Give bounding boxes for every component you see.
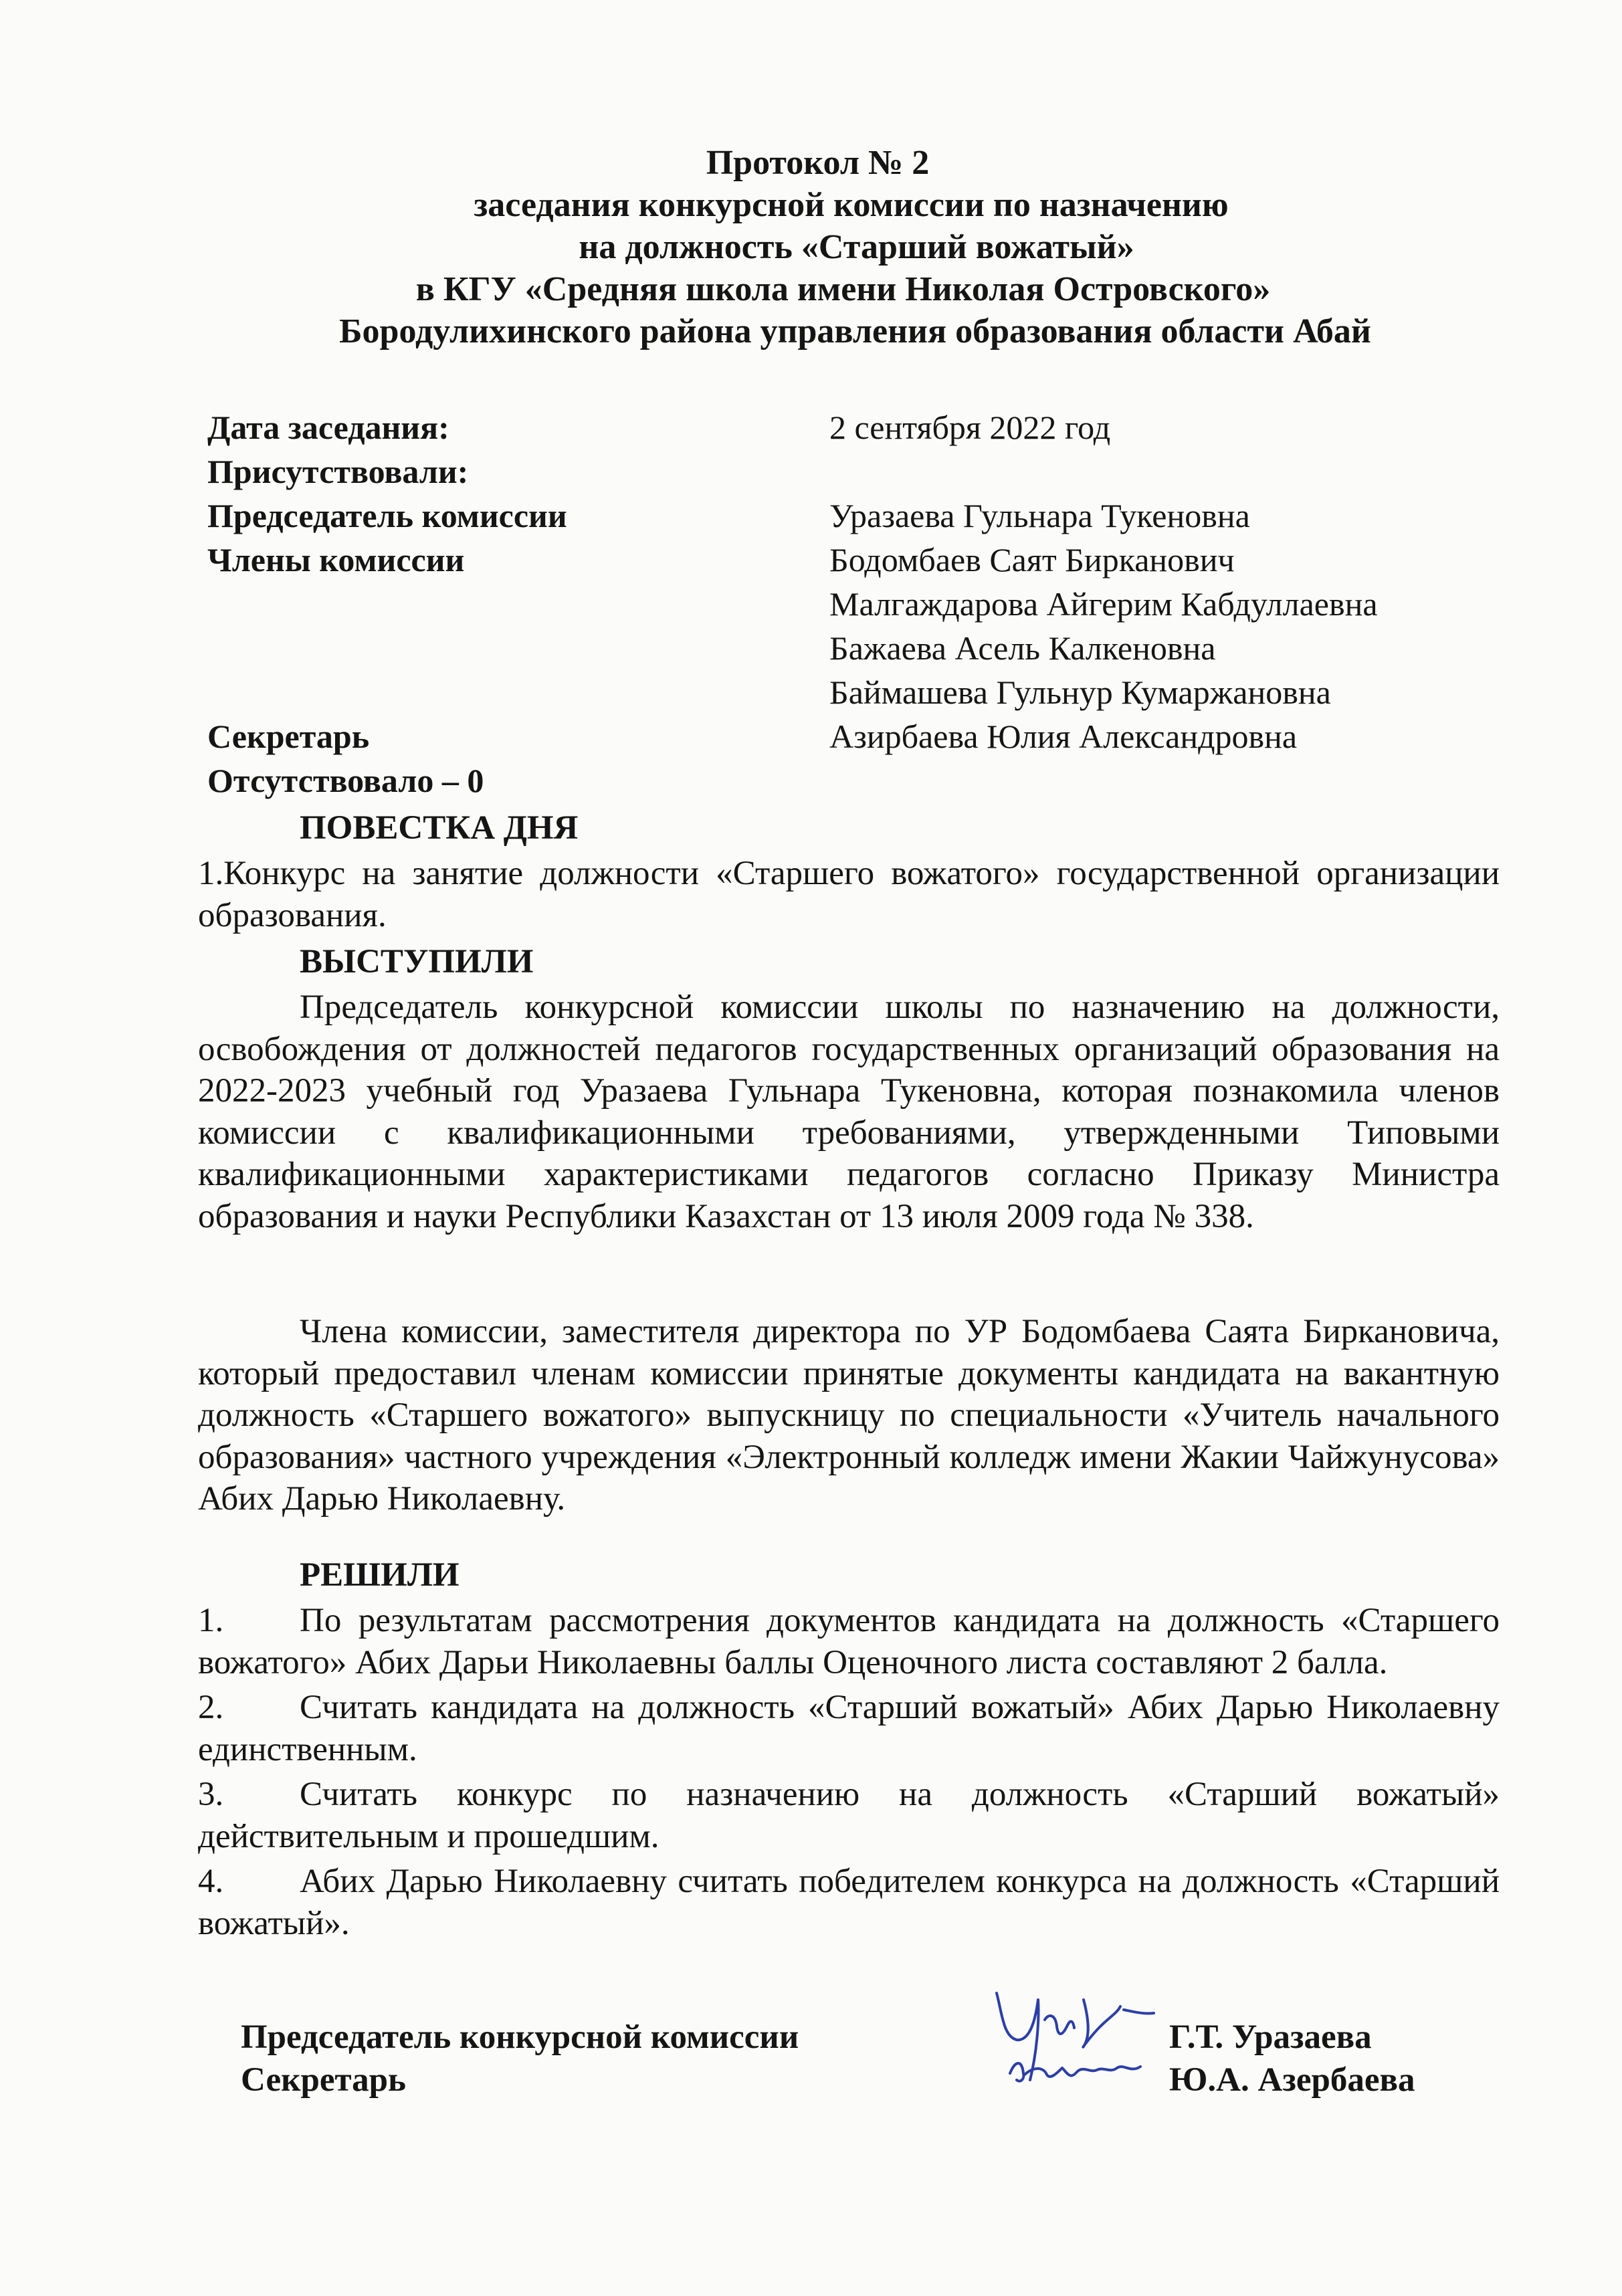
date-value: 2 сентября 2022 год	[829, 409, 1111, 446]
decision-item: 3. Считать конкурс по назначению на должность «Старший вожатый» действительным и прошедшим.	[198, 1776, 1500, 1855]
decision-item: 2. Считать кандидата на должность «Старший вожатый» Абих Дарью Николаевну единственным.	[198, 1689, 1500, 1768]
signature-names	[1169, 2016, 1415, 2101]
title-line-4: в КГУ «Средняя школа имени Николая Островского»	[415, 270, 1271, 308]
decision-item: 1. По результатам рассмотрения документов кандидата на должность «Старшего вожатого» Абих Дарьи Николаевны баллы Оценочного листа составляют 2 балла.	[198, 1602, 1500, 1681]
chair-name: Уразаева Гульнара Тукеновна	[829, 497, 1250, 534]
agenda-text	[198, 853, 1500, 936]
speaker-text-1: Председатель конкурсной комиссии школы по назначению на должности, освобождения от должностей педагогов государственных организаций образования на 2022-2023 учебный год Уразаева Гульнара Тукеновна, которая познакомила членов комиссии с квалификационными требованиями, утвержденными Типовыми квалификационными характеристиками педагогов согласно Приказу Министра образования и науки Республики Казахстан от 13 июля 2009 года № 338.	[198, 988, 1500, 1235]
secretary-signature-name: Ю.А. Азербаева	[1169, 2061, 1415, 2099]
title-line-2: заседания конкурсной комиссии по назначению	[474, 186, 1229, 224]
present-label: Присутствовали:	[207, 453, 469, 490]
speakers-heading: ВЫСТУПИЛИ	[300, 943, 534, 980]
title-line-5: Бородулихинского района управления образования области Абай	[339, 312, 1371, 350]
decision-item: 4. Абих Дарью Николаевну считать победителем конкурса на должность «Старший вожатый».	[198, 1863, 1500, 1942]
agenda-item: 1.Конкурс на занятие должности «Старшего вожатого» государственной организации образования.	[198, 855, 1500, 934]
speaker-paragraph-1	[198, 986, 1500, 1237]
decisions-list	[198, 1600, 1500, 1948]
meta-labels	[207, 405, 567, 803]
absent-label: Отсутствовало – 0	[207, 762, 484, 799]
agenda-heading: ПОВЕСТКА ДНЯ	[300, 809, 579, 847]
chair-label: Председатель комиссии	[207, 497, 567, 534]
speaker-text-2: Члена комиссии, заместителя директора по УР Бодомбаева Саята Биркановича, который предоставил членам комиссии принятые документы кандидата на вакантную должность «Старшего вожатого» выпускницу по специальности «Учитель начального образования» частного учреждения «Электронный колледж имени Жакии Чайжунусова» Абих Дарью Николаевну.	[198, 1313, 1500, 1518]
secretary-signature-label: Секретарь	[241, 2061, 406, 2099]
member-name: Бодомбаев Саят Бирканович	[829, 541, 1235, 579]
secretary-name: Азирбаева Юлия Александровна	[829, 718, 1298, 755]
document-title	[0, 142, 1622, 352]
decisions-heading: РЕШИЛИ	[300, 1556, 460, 1594]
meta-values	[829, 405, 1378, 758]
chair-signature-name: Г.Т. Уразаева	[1169, 2018, 1372, 2056]
title-line-1: Протокол № 2	[706, 144, 930, 182]
signature-labels	[241, 2016, 799, 2101]
speaker-paragraph-2	[198, 1311, 1500, 1520]
members-label: Члены комиссии	[207, 541, 465, 579]
member-name: Баймашева Гульнур Кумаржановна	[829, 673, 1331, 711]
member-name: Бажаева Асель Калкеновна	[829, 629, 1216, 667]
secretary-label: Секретарь	[207, 718, 370, 755]
date-label: Дата заседания:	[207, 409, 449, 446]
member-name: Малгаждарова Айгерим Кабдуллаевна	[829, 585, 1378, 623]
title-line-3: на должность «Старший вожатый»	[579, 228, 1134, 266]
chair-signature-label: Председатель конкурсной комиссии	[241, 2018, 799, 2056]
